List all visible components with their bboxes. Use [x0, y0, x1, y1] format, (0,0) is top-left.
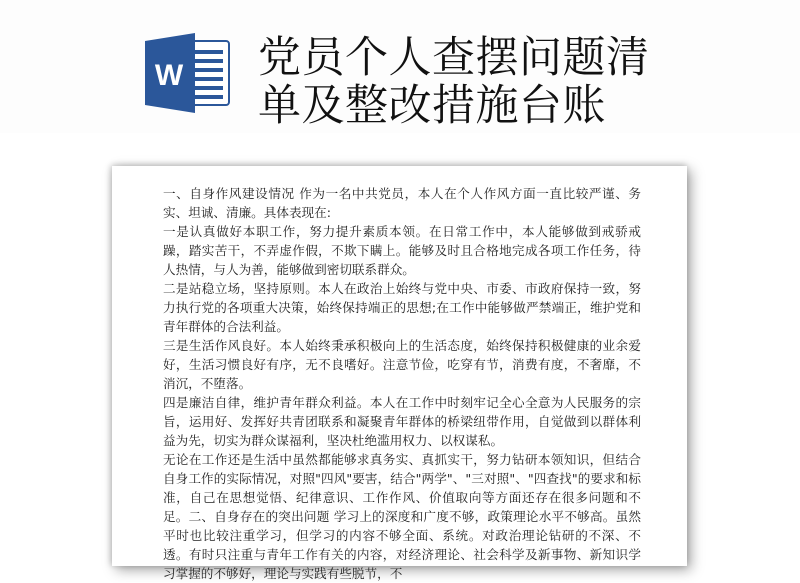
paragraph-point-2: 二是站稳立场，坚持原则。本人在政治上始终与党中央、市委、市政府保持一致，努力执行党的各项重大决策，始终保持端正的思想;在工作中能够做严禁端正，维护党和青年群体的合法利益。 — [163, 281, 641, 334]
page-title — [258, 34, 650, 130]
svg-text:W: W — [154, 59, 184, 92]
paragraph-point-3: 三是生活作风良好。本人始终秉承积极向上的生活态度，始终保持积极健康的业余爱好，生活习惯良好有序，无不良嗜好。注意节俭，吃穿有节，消费有度，不奢靡，不消沉，不堕落。 — [163, 338, 641, 391]
paragraph-point-1: 一是认真做好本职工作，努力提升素质本领。在日常工作中，本人能够做到戒骄戒躁，踏实苦干，不弄虚作假，不欺下瞒上。能够及时且合格地完成各项工作任务，待人热情，与人为善，能够做到密切联系群众。 — [163, 224, 641, 277]
title-line-1: 党员个人查摆问题清 — [258, 33, 650, 83]
word-document-icon — [143, 33, 233, 113]
document-body — [163, 184, 641, 583]
paragraph-intro: 一、自身作风建设情况 作为一名中共党员，本人在个人作风方面一直比较严谨、务实、坦诚、清廉。具体表现在: — [163, 186, 641, 220]
paragraph-problems: 无论在工作还是生活中虽然都能够求真务实、真抓实干，努力钻研本领知识，但结合自身工作的实际情况，对照"四风"要害，结合"两学"、"三对照"、"四查找"的要求和标准，自己在思想觉悟、纪律意识、工作作风、价值取向等方面还存在很多问题和不足。二、自身存在的突出问题 学习上的深度和广度不够，政策理论水平不够高。虽然平时也比较注重学习，但学习的内容不够全面、系统。对政治理论钻研的不深、不透。有时只注重与青年工作有关的内容，对经济理论、社会科学及新事物、新知识学习掌握的不够好，理论与实践有些脱节，不 — [163, 452, 641, 581]
paragraph-point-4: 四是廉洁自律，维护青年群众利益。本人在工作中时刻牢记全心全意为人民服务的宗旨，运用好、发挥好共青团联系和凝聚青年群体的桥梁纽带作用，自觉做到以群体利益为先，切实为群众谋福利，坚决杜绝滥用权力、以权谋私。 — [163, 395, 641, 448]
title-line-2: 单及整改措施台账 — [258, 81, 606, 131]
